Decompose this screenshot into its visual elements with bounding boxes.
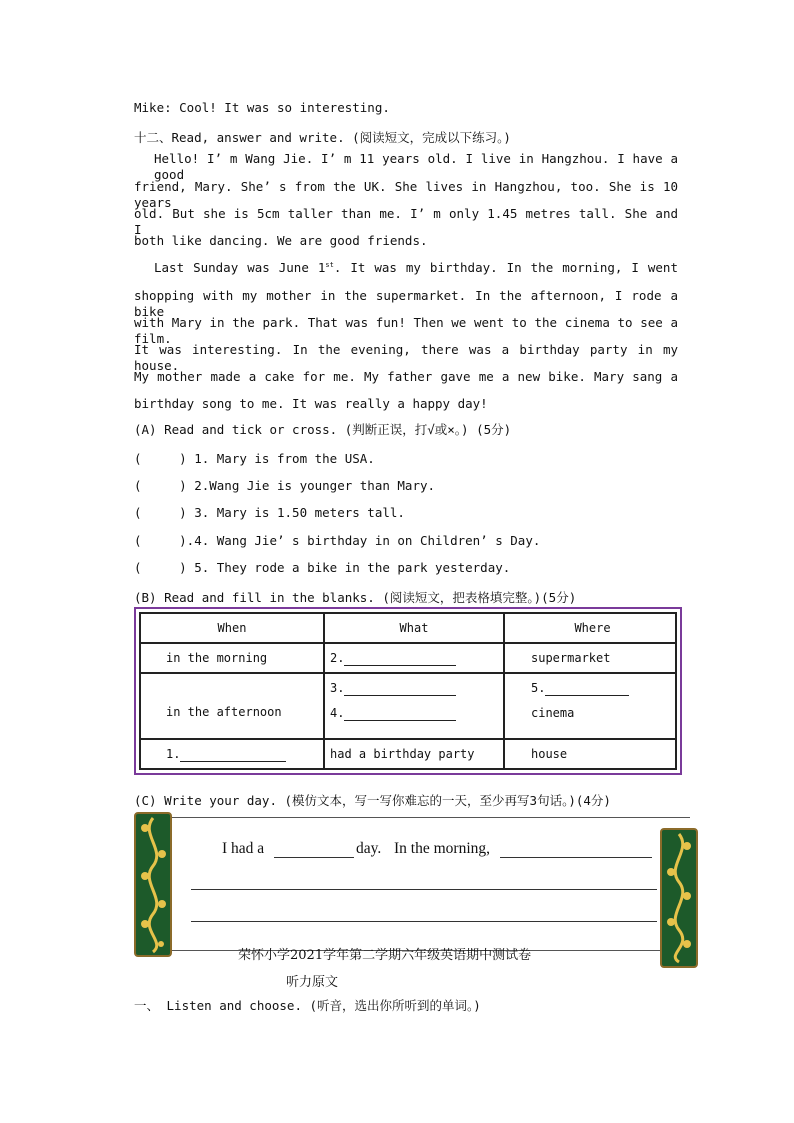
tick-cross-question[interactable]: ( ) 2.Wang Jie is younger than Mary. bbox=[134, 478, 436, 493]
header-when: When bbox=[217, 621, 247, 635]
writing-prompt: I had a bbox=[222, 840, 265, 857]
header-what: What bbox=[399, 621, 429, 635]
exam-title: 荣怀小学2021学年第二学期六年级英语期中测试卷 bbox=[238, 948, 532, 963]
cell-where: cinema bbox=[531, 706, 575, 720]
blank-number: 5. bbox=[531, 681, 546, 695]
passage-line: with Mary in the park. That was fun! Then we went to the cinema to see a film. bbox=[134, 315, 678, 346]
passage-line: both like dancing. We are good friends. bbox=[134, 233, 428, 248]
passage-line: My mother made a cake for me. My father gave me a new bike. Mary sang a bbox=[134, 369, 678, 384]
blank-number: 2. bbox=[330, 651, 345, 665]
writing-blank[interactable] bbox=[274, 857, 354, 858]
fill-table bbox=[134, 607, 682, 775]
cell-when: in the morning bbox=[166, 651, 268, 665]
cell-when-blank[interactable] bbox=[166, 746, 286, 762]
writing-prompt: In the morning, bbox=[394, 840, 490, 857]
header-where: Where bbox=[574, 621, 611, 635]
writing-prompt: day. bbox=[356, 840, 382, 857]
answer-blank[interactable] bbox=[344, 652, 456, 666]
passage-line: old. But she is 5cm taller than me. I’ m only 1.45 metres tall. She and I bbox=[134, 206, 678, 237]
ordinal-suffix: st bbox=[325, 260, 334, 269]
part-a-title: (A) Read and tick or cross. (判断正误，打√或×。) (5分) bbox=[134, 422, 512, 437]
blank-number: 4. bbox=[330, 706, 345, 720]
passage-text: . It was my birthday. In the morning, I went bbox=[333, 260, 678, 275]
cell-where-blank[interactable] bbox=[531, 680, 629, 696]
section-heading: 十二、Read, answer and write. (阅读短文，完成以下练习。) bbox=[134, 130, 511, 145]
tick-cross-question[interactable]: ( ) 5. They rode a bike in the park yesterday. bbox=[134, 560, 511, 575]
cell-what-blank[interactable] bbox=[330, 650, 456, 666]
cell-what-blank[interactable] bbox=[330, 680, 456, 696]
dialogue-line: Mike: Cool! It was so interesting. bbox=[134, 100, 390, 115]
listening-section-heading: 一、 Listen and choose. (听音，选出你所听到的单词。) bbox=[134, 998, 481, 1013]
part-b-title: (B) Read and fill in the blanks. (阅读短文，把表格填完整。)(5分) bbox=[134, 590, 577, 605]
scroll-left-rod bbox=[134, 812, 172, 957]
tick-cross-question[interactable]: ( ) 3. Mary is 1.50 meters tall. bbox=[134, 505, 405, 520]
part-c-title: (C) Write your day. (模仿文本，写一写你难忘的一天，至少再写3句话。)(4分) bbox=[134, 793, 611, 808]
passage-line: birthday song to me. It was really a happy day! bbox=[134, 396, 488, 411]
scroll-top-edge bbox=[150, 817, 690, 818]
cell-where: supermarket bbox=[531, 651, 611, 665]
writing-blank[interactable] bbox=[500, 857, 652, 858]
passage-line: shopping with my mother in the supermarket. In the afternoon, I rode a bike bbox=[134, 288, 678, 319]
listening-script-title: 听力原文 bbox=[286, 975, 339, 990]
writing-line[interactable] bbox=[191, 889, 657, 890]
passage-line: Hello! I’ m Wang Jie. I’ m 11 years old. I live in Hangzhou. I have a good bbox=[154, 151, 678, 182]
vine-pattern-icon bbox=[136, 814, 170, 955]
tick-cross-question[interactable]: ( ) 1. Mary is from the USA. bbox=[134, 451, 375, 466]
answer-blank[interactable] bbox=[344, 682, 456, 696]
cell-where: house bbox=[531, 747, 568, 761]
writing-line[interactable] bbox=[191, 921, 657, 922]
answer-blank[interactable] bbox=[545, 682, 629, 696]
table-grid bbox=[139, 612, 677, 770]
answer-blank[interactable] bbox=[344, 707, 456, 721]
answer-blank[interactable] bbox=[180, 748, 286, 762]
passage-text: Last Sunday was June 1 bbox=[154, 260, 326, 275]
cell-when: in the afternoon bbox=[166, 705, 282, 719]
passage-line bbox=[154, 260, 678, 276]
passage-line: friend, Mary. She’ s from the UK. She lives in Hangzhou, too. She is 10 years bbox=[134, 179, 678, 210]
blank-number: 3. bbox=[330, 681, 345, 695]
vine-pattern-icon bbox=[662, 830, 696, 966]
passage-line: It was interesting. In the evening, there was a birthday party in my house. bbox=[134, 342, 678, 373]
scroll-right-rod bbox=[660, 828, 698, 968]
blank-number: 1. bbox=[166, 747, 181, 761]
cell-what-blank[interactable] bbox=[330, 705, 456, 721]
tick-cross-question[interactable]: ( ).4. Wang Jie’ s birthday in on Children’ s Day. bbox=[134, 533, 541, 548]
cell-what: had a birthday party bbox=[330, 747, 475, 761]
